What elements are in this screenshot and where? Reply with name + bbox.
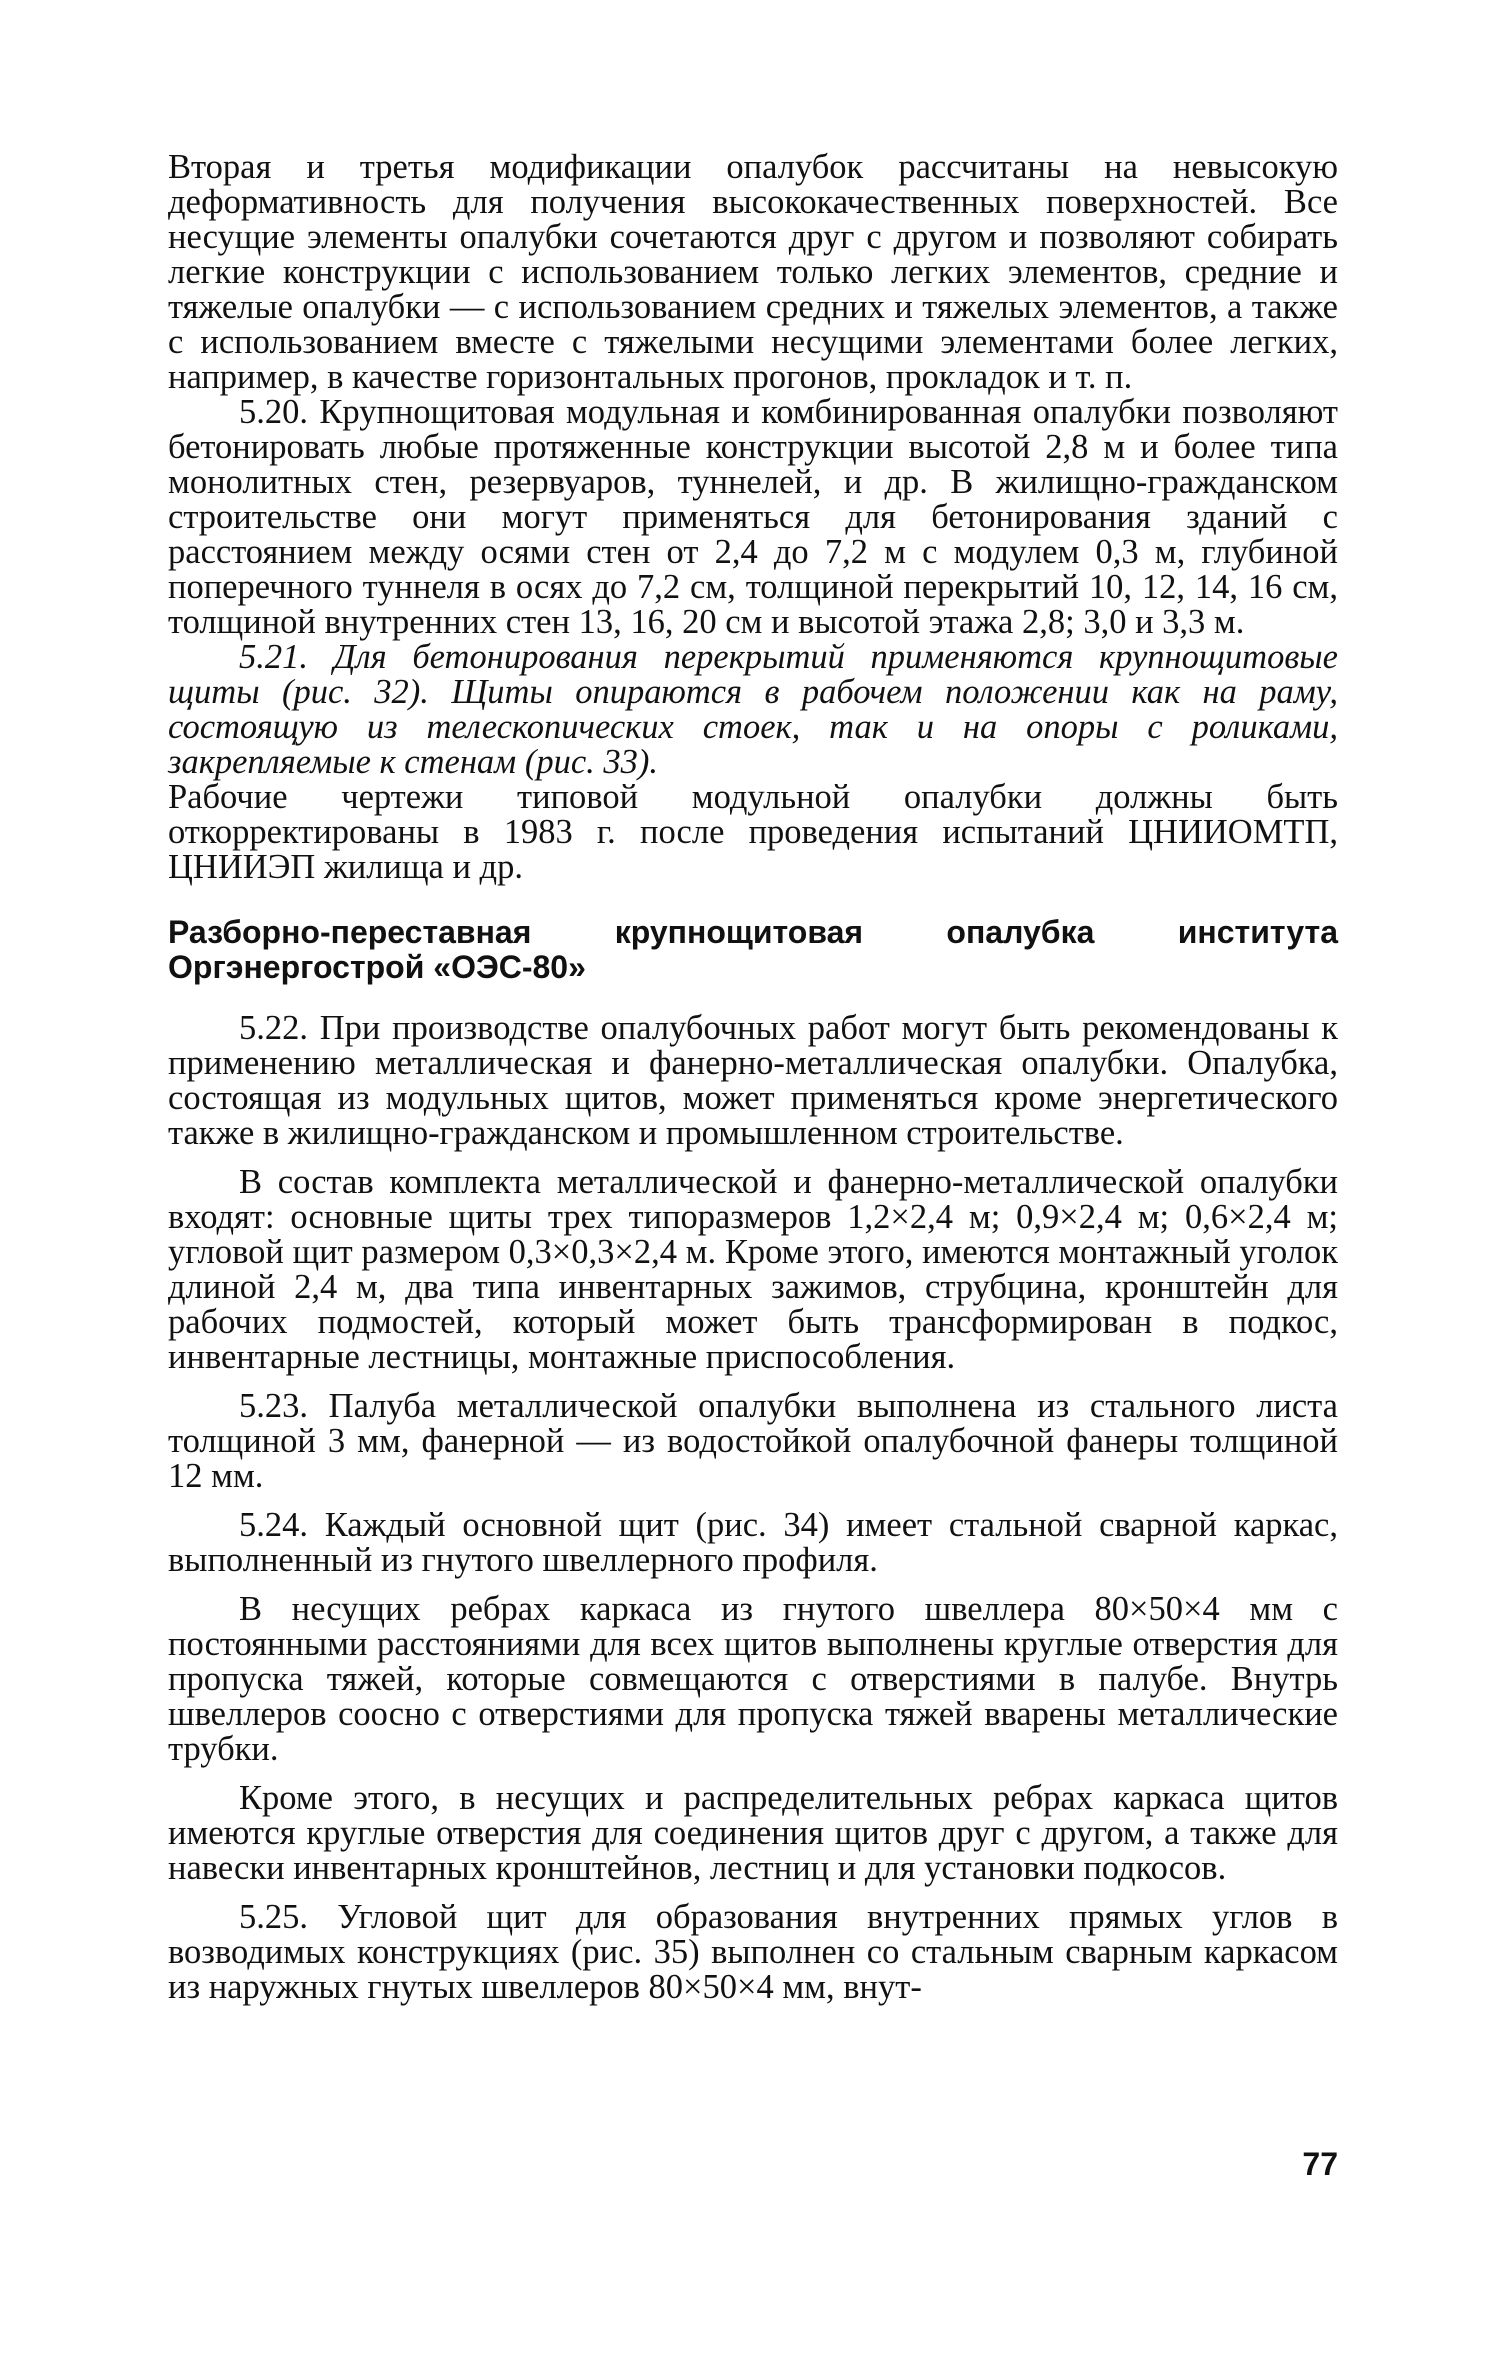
paragraph-5-25: 5.25. Угловой щит для образования внутренних прямых углов в возводимых конструкциях (рис. 35) выполнен со стальным сварным каркасом из наружных гнутых швеллеров 80×50×4 мм, внут- [168, 1898, 1338, 2006]
paragraph-5-22: 5.22. При производстве опалубочных работ могут быть рекомендованы к применению металлическая и фанерно-металлическая опалубки. Опалубка, состоящая из модульных щитов, может применяться кроме энергетического также в жилищно-гражданском и промышленном строительстве. [168, 1009, 1338, 1152]
paragraph-5-24: 5.24. Каждый основной щит (рис. 34) имеет стальной сварной каркас, выполненный из гнутого швеллерного профиля. [168, 1506, 1338, 1579]
paragraph-5-20: 5.20. Крупнощитовая модульная и комбинированная опалубки позволяют бетонировать любые протяженные конструкции высотой 2,8 м и более типа монолитных стен, резервуаров, туннелей, и др. В жилищно-гражданском строительстве они могут применяться для бетонирования зданий с расстоянием между осями стен от 2,4 до 7,2 м с модулем 0,3 м, глубиной поперечного туннеля в осях до 7,2 см, толщиной перекрытий 10, 12, 14, 16 см, толщиной внутренних стен 13, 16, 20 см и высотой этажа 2,8; 3,0 и 3,3 м. [168, 393, 1338, 641]
paragraph-5-23: 5.23. Палуба металлической опалубки выполнена из стального листа толщиной 3 мм, фанерной — из водостойкой опалубочной фанеры толщиной 12 мм. [168, 1387, 1338, 1495]
paragraph-working-drawings: Рабочие чертежи типовой модульной опалубки должны быть откорректированы в 1983 г. после проведения испытаний ЦНИИОМТП, ЦНИИЭП жилища и др. [168, 778, 1338, 886]
section-heading: Разборно-переставная крупнощитовая опалубка института Оргэнергострой «ОЭС-80» [168, 914, 1338, 985]
paragraph-kit-composition: В состав комплекта металлической и фанерно-металлической опалубки входят: основные щиты трех типоразмеров 1,2×2,4 м; 0,9×2,4 м; 0,6×2,4 м; угловой щит размером 0,3×0,3×2,4 м. Кроме этого, имеются монтажный уголок длиной 2,4 м, два типа инвентарных зажимов, струбцина, кронштейн для рабочих подмостей, который может быть трансформирован в подкос, инвентарные лестницы, монтажные приспособления. [168, 1163, 1338, 1376]
paragraph-1: Вторая и третья модификации опалубок рассчитаны на невысокую деформативность для получения высококачественных поверхностей. Все несущие элементы опалубки сочетаются друг с другом и позволяют собирать легкие конструкции с использованием только легких элементов, средние и тяжелые опалубки — с использованием средних и тяжелых элементов, а также с использованием вместе с тяжелыми несущими элементами более легких, например, в качестве горизонтальных прогонов, прокладок и т. п. [168, 148, 1338, 396]
paragraph-distribution-ribs: Кроме этого, в несущих и распределительных ребрах каркаса щитов имеются круглые отверстия для соединения щитов друг с другом, а также для навески инвентарных кронштейнов, лестниц и для установки подкосов. [168, 1779, 1338, 1887]
page-number: 77 [1302, 2146, 1338, 2182]
page-body [168, 150, 1338, 2005]
paragraph-load-ribs: В несущих ребрах каркаса из гнутого швеллера 80×50×4 мм с постоянными расстояниями для всех щитов выполнены круглые отверстия для пропуска тяжей, которые совмещаются с отверстиями в палубе. Внутрь швеллеров соосно с отверстиями для пропуска тяжей вварены металлические трубки. [168, 1590, 1338, 1768]
paragraph-5-21: 5.21. Для бетонирования перекрытий применяются крупнощитовые щиты (рис. 32). Щиты опираются в рабочем положении как на раму, состоящую из телескопических стоек, так и на опоры с роликами, закрепляемые к стенам (рис. 33). [168, 638, 1338, 781]
